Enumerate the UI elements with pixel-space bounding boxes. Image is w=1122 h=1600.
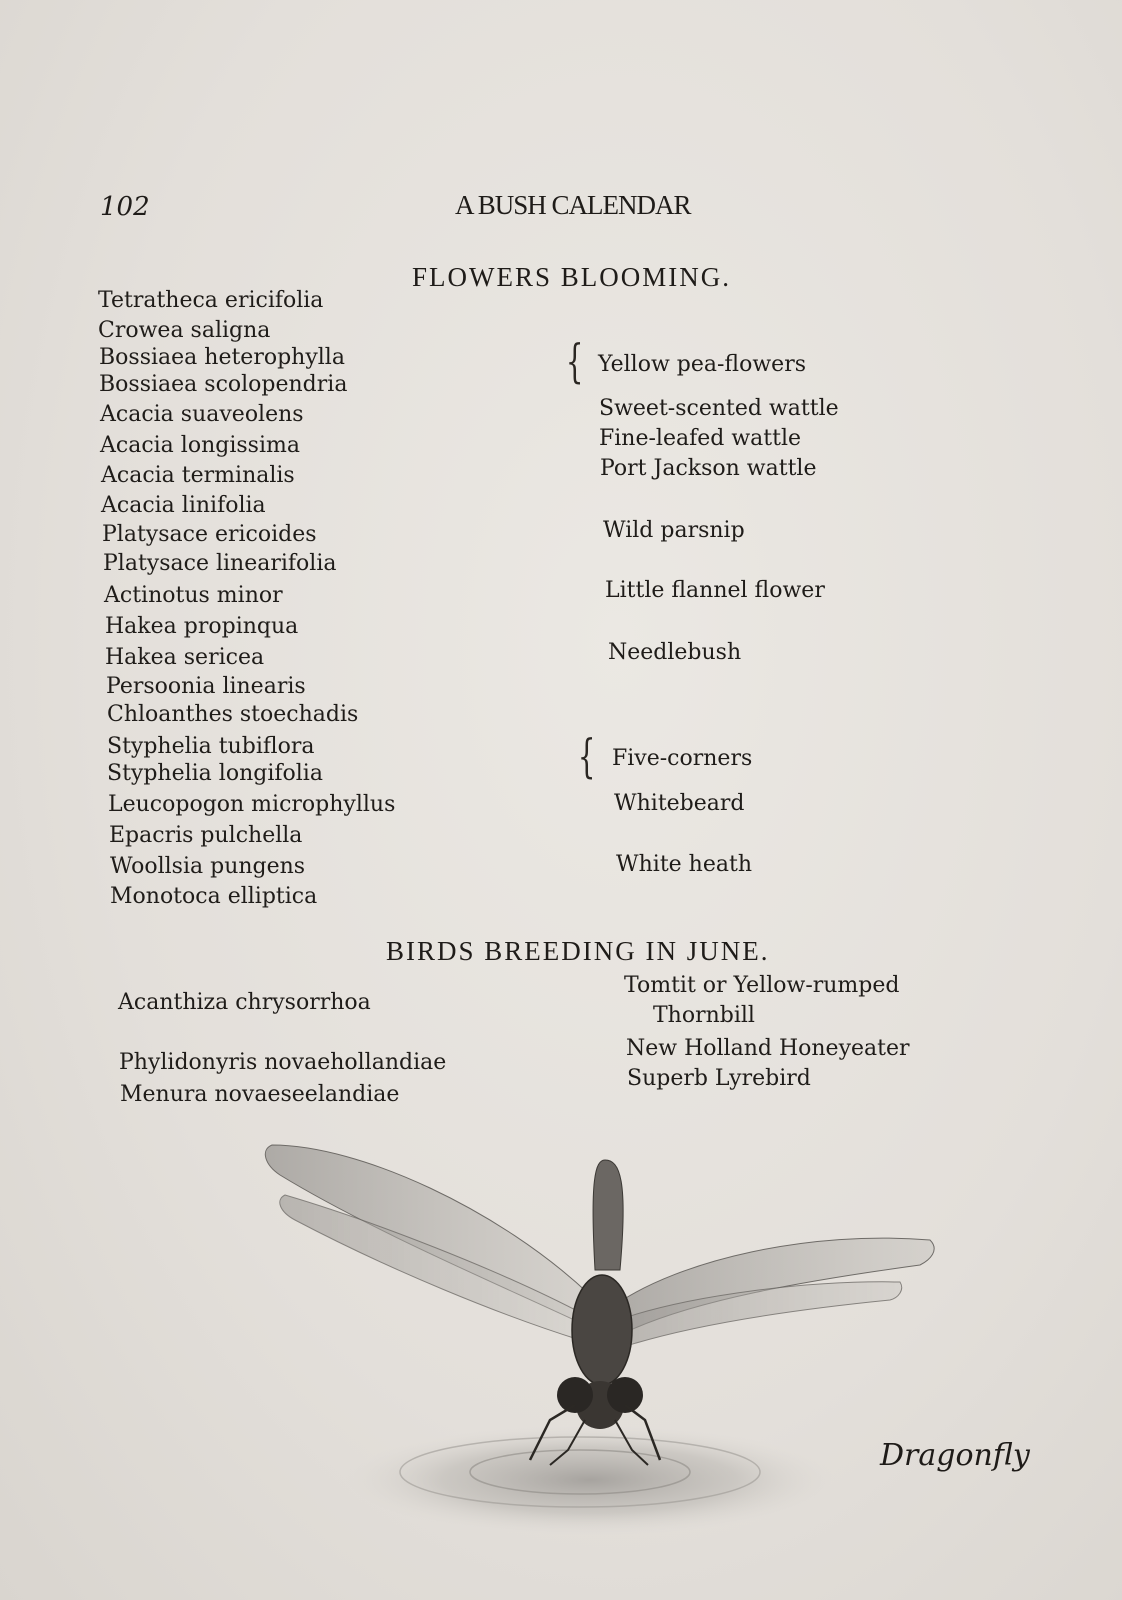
brace-pea-flowers: {	[565, 334, 584, 388]
flower-latin-name: Styphelia tubiflora	[107, 734, 315, 759]
bird-common-name: New Holland Honeyeater	[626, 1036, 910, 1061]
flower-common-name: White heath	[616, 852, 752, 877]
flower-common-name: Yellow pea-flowers	[598, 352, 807, 377]
flower-latin-name: Chloanthes stoechadis	[107, 702, 359, 727]
brace-five-corners: {	[577, 729, 596, 783]
flower-latin-name: Monotoca elliptica	[110, 884, 318, 909]
signature-text: Dragonfly	[880, 1438, 1030, 1473]
flower-common-name: Port Jackson wattle	[600, 456, 817, 481]
flower-latin-name: Actinotus minor	[104, 583, 283, 608]
flower-latin-name: Acacia longissima	[100, 433, 300, 458]
birds-heading: BIRDS BREEDING IN JUNE.	[386, 936, 770, 966]
flower-latin-name: Crowea saligna	[98, 318, 271, 343]
flower-latin-name: Bossiaea scolopendria	[99, 372, 348, 397]
flower-common-name: Needlebush	[608, 640, 742, 665]
flower-latin-name: Hakea sericea	[105, 645, 265, 670]
flower-latin-name: Woollsia pungens	[110, 854, 306, 879]
flower-common-name: Wild parsnip	[603, 518, 745, 543]
flower-common-name: Little flannel flower	[605, 578, 825, 603]
dragonfly-illustration	[250, 1120, 950, 1550]
flower-latin-name: Bossiaea heterophylla	[99, 345, 345, 370]
flowers-heading: FLOWERS BLOOMING.	[412, 262, 732, 292]
flower-common-name: Whitebeard	[614, 791, 745, 816]
water-ripple	[345, 1425, 835, 1535]
flower-latin-name: Acacia suaveolens	[100, 402, 304, 427]
dragonfly-thorax	[572, 1275, 632, 1385]
flower-latin-name: Acacia terminalis	[101, 463, 295, 488]
running-title: A BUSH CALENDAR	[455, 190, 691, 220]
flower-latin-name: Leucopogon microphyllus	[108, 792, 396, 817]
flower-latin-name: Epacris pulchella	[109, 823, 303, 848]
flower-latin-name: Styphelia longifolia	[107, 761, 323, 786]
bird-latin-name: Menura novaeseelandiae	[120, 1082, 400, 1107]
flower-latin-name: Tetratheca ericifolia	[98, 288, 324, 313]
flower-latin-name: Platysace ericoides	[102, 522, 317, 547]
bird-common-name: Tomtit or Yellow-rumped	[624, 973, 900, 998]
page-number: 102	[100, 192, 150, 222]
flower-common-name: Sweet-scented wattle	[599, 396, 839, 421]
bird-latin-name: Acanthiza chrysorrhoa	[118, 990, 371, 1015]
dragonfly-abdomen	[593, 1160, 623, 1270]
flower-latin-name: Hakea propinqua	[105, 614, 299, 639]
artist-signature	[880, 1438, 1030, 1473]
flower-common-name: Five-corners	[612, 746, 753, 771]
bird-common-name: Superb Lyrebird	[627, 1066, 811, 1091]
flower-latin-name: Persoonia linearis	[106, 674, 306, 699]
flower-common-name: Fine-leafed wattle	[599, 426, 802, 451]
bird-latin-name: Phylidonyris novaehollandiae	[119, 1050, 447, 1075]
bird-common-name-continued: Thornbill	[653, 1003, 755, 1028]
flower-latin-name: Acacia linifolia	[101, 493, 266, 518]
flower-latin-name: Platysace linearifolia	[103, 551, 337, 576]
